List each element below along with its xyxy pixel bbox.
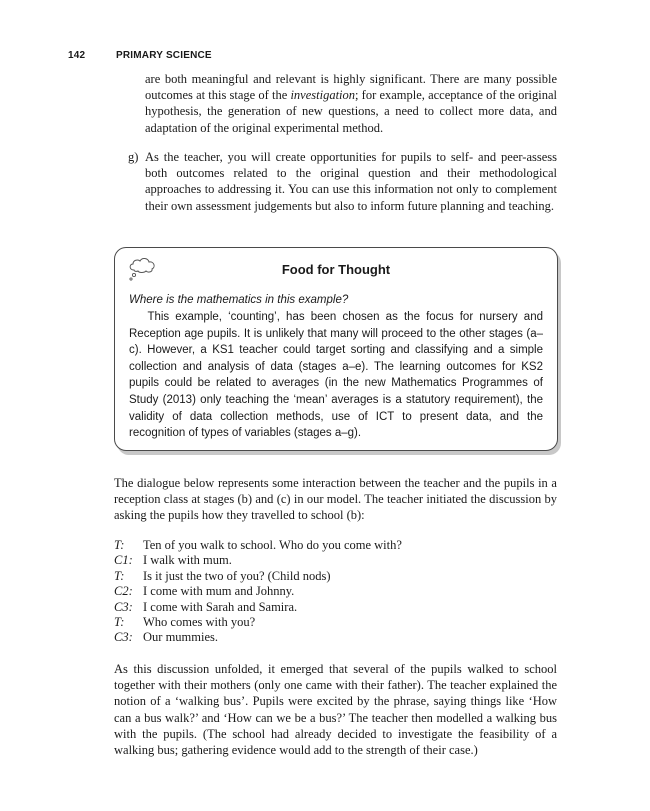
page-number: 142 <box>68 50 86 61</box>
box-body: This example, ‘counting’, has been chosen as the focus for nursery and Reception age pupils. It is unlikely that many will proceed to the other stages (a–c). However, a KS1 teacher could target sorting and classifying and a simple collection and analysis of data (stages a–e). The learning outcomes for KS2 pupils could be related to averages (in the new Mathematics Programmes of Study (2013) only teaching the ‘mean’ averages is a statutory requirement), the validity of data collection methods, use of ICT to present data, and the recognition of types of variables (stages a–g). <box>129 311 543 440</box>
dialogue-text: Ten of you walk to school. Who do you come with? <box>143 538 402 552</box>
dialogue-text: Is it just the two of you? (Child nods) <box>143 568 331 583</box>
food-for-thought-box <box>114 247 558 451</box>
list-item-text: As the teacher, you will create opportunities for pupils to self- and peer-assess both outcomes related to the original question and their methodological approaches to addressing it. You can use this information not only to complement their own assessment judgements but also to inform future planning and teaching. <box>145 150 557 213</box>
list-item-label: g) <box>128 150 139 164</box>
continuation-paragraph: are both meaningful and relevant is highly significant. There are many possible outcomes at this stage of the investigation; for example, acceptance of the original hypothesis, the generation of new questions, a need to collect more data, and adaptation of the original experimental method. <box>145 72 558 135</box>
running-header <box>68 50 212 64</box>
dialogue-line <box>114 600 557 615</box>
dialogue-text: I come with Sarah and Samira. <box>143 599 298 614</box>
dialogue-speaker: T: <box>114 568 125 583</box>
dialogue-line <box>114 569 557 584</box>
dialogue-text: I walk with mum. <box>143 553 232 568</box>
dialogue-speaker: C2: <box>114 584 133 599</box>
dialogue-text: Our mummies. <box>143 630 218 645</box>
dialogue-text: Who comes with you? <box>143 615 256 630</box>
closing-paragraph: As this discussion unfolded, it emerged that several of the pupils walked to school together with their mothers (only one came with their father). The teacher explained the notion of a ‘walking bus’. Pupils were excited by the phrase, saying things like ‘How can a bus walk?’ and ‘How can we be a bus?’ The teacher then modelled a walking bus with the pupils. (The school had already decided to investigate the feasibility of a walking bus; gathering evidence would add to the strength of their case.) <box>114 662 557 758</box>
dialogue-text: I come with mum and Johnny. <box>143 584 295 599</box>
dialogue-speaker: C3: <box>114 599 133 614</box>
box-title: Food for Thought <box>281 262 391 277</box>
box-question: Where is the mathematics in this example? <box>129 294 349 306</box>
dialogue-line <box>114 615 557 630</box>
dialogue-speaker: C1: <box>114 553 133 568</box>
dialogue-line <box>114 553 557 568</box>
list-item-g <box>128 149 557 214</box>
emphasis-investigation: investigation <box>290 88 356 103</box>
dialogue-line <box>114 584 557 599</box>
running-title: PRIMARY SCIENCE <box>116 50 212 61</box>
dialogue-speaker: T: <box>114 615 125 630</box>
dialogue-speaker: C3: <box>114 630 133 645</box>
dialogue-line <box>114 538 557 553</box>
dialogue-intro-paragraph: The dialogue below represents some interaction between the teacher and the pupils in a reception class at stages (b) and (c) in our model. The teacher initiated the discussion by asking the pupils how they travelled to school (b): <box>114 476 557 523</box>
dialogue <box>114 538 557 646</box>
dialogue-speaker: T: <box>114 538 125 552</box>
dialogue-line <box>114 630 557 645</box>
